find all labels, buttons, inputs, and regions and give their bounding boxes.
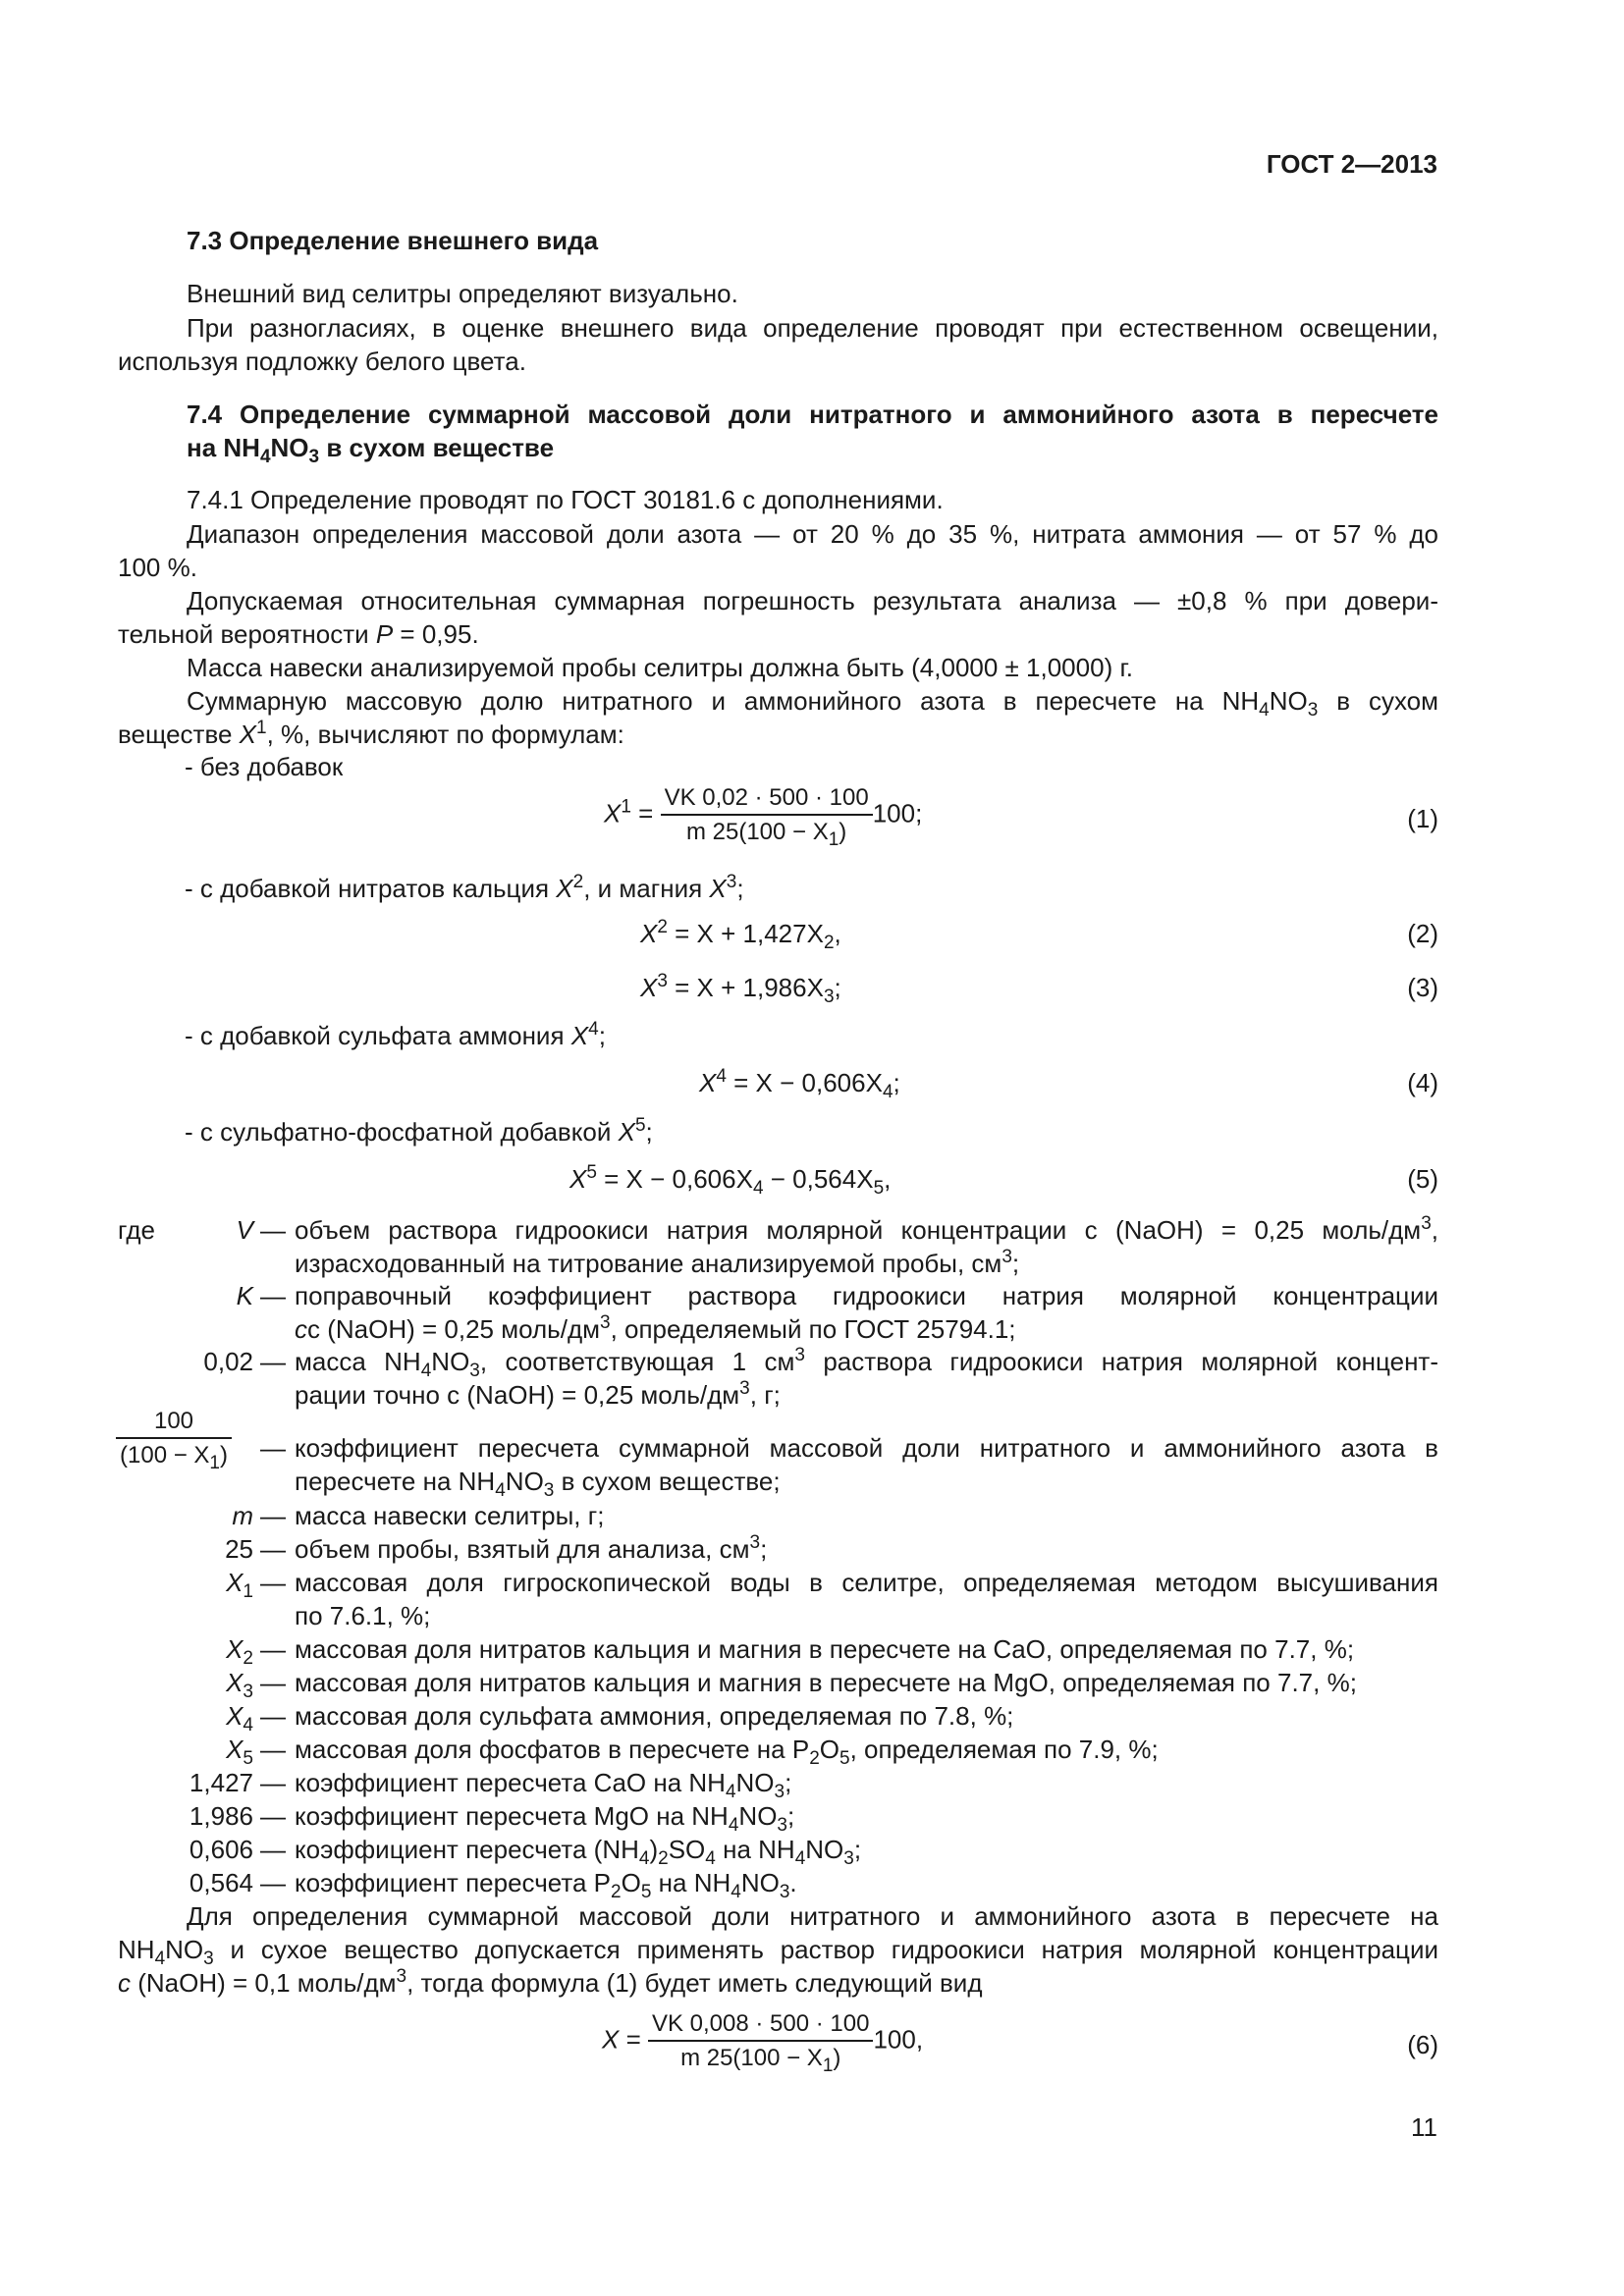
- formula-5: $X^5 = X - 0,606X_4 - 0,564X_5$,: [569, 1162, 892, 1199]
- where-label: где: [118, 1215, 155, 1245]
- paragraph-disagreement-line1: При разногласиях, в оценке внешнего вида определение проводят при естественном освещении,: [187, 313, 1438, 343]
- formula-2-number: (2): [1407, 919, 1438, 948]
- page-number: 11: [1411, 2112, 1437, 2142]
- case-ammonium-sulfate: - с добавкой сульфата аммония $X^4$;: [185, 1019, 606, 1050]
- section-7-4-title-line1: 7.4 Определение суммарной массовой доли нитратного и аммонийного азота в пересчете: [187, 400, 1438, 429]
- formula-3-number: (3): [1407, 973, 1438, 1002]
- section-7-4-title-line2: на $NH_4NO_3$ в сухом веществе: [187, 433, 555, 467]
- formula-4-number: (4): [1407, 1068, 1438, 1097]
- formula-6-number: (6): [1407, 2030, 1438, 2059]
- sample-mass: Масса навески анализируемой пробы селитры должна быть (4,0000 ± 1,0000) г.: [187, 653, 1133, 682]
- formula-2: $X^2 = X + 1,427X_2$,: [640, 917, 841, 953]
- case-no-additives: - без добавок: [185, 752, 344, 781]
- case-calcium-magnesium: - с добавкой нитратов кальция $X^2$, и магния $X^3$;: [185, 872, 744, 903]
- final-line1: Для определения суммарной массовой доли нитратного и аммонийного азота в пересчете на: [187, 1901, 1438, 1931]
- formula-6: X = $\frac{VK 0,008 \cdot 500 \cdot 100}{m 25(100 - X_1)}$ 100,: [602, 2010, 924, 2076]
- formula-1: $X^1$ = $\frac{VK 0,02 \cdot 500 \cdot 100}{m 25(100 - X_1)}$ 100;: [604, 784, 923, 850]
- formula-5-number: (5): [1407, 1164, 1438, 1194]
- formula-4: $X^4 = X - 0,606X_4$;: [699, 1066, 900, 1102]
- formula-1-number: (1): [1407, 804, 1438, 833]
- def-fraction-expression: $\frac{100}{(100 - X_1)}$: [116, 1407, 232, 1470]
- error-line2: тельной вероятности P = 0,95.: [118, 619, 479, 649]
- paragraph-disagreement-line2: используя подложку белого цвета.: [118, 347, 526, 376]
- formula-1-fraction: $\frac{VK 0,02 \cdot 500 \cdot 100}{m 25(100 - X_1)}$: [661, 783, 873, 847]
- error-line1: Допускаемая относительная суммарная погрешность результата анализа — ±0,8 % при довери-: [187, 586, 1438, 615]
- range-line1: Диапазон определения массовой доли азота — от 20 % до 35 %, нитрата аммония — от 57 % до: [187, 519, 1438, 549]
- section-7-3-title: 7.3 Определение внешнего вида: [187, 226, 599, 255]
- formula-3: $X^3 = X + 1,986X_3$;: [640, 971, 841, 1007]
- sum-line2: веществе $X^1$, %, вычисляют по формулам:: [118, 718, 624, 749]
- paragraph-visual: Внешний вид селитры определяют визуально.: [187, 279, 738, 308]
- document-code: ГОСТ 2—2013: [1266, 149, 1437, 179]
- final-line3: c (NaOH) = 0,1 моль/$дм^3$, тогда формула (1) будет иметь следующий вид: [118, 1966, 983, 1998]
- clause-7-4-1: 7.4.1 Определение проводят по ГОСТ 30181.6 с дополнениями.: [187, 485, 944, 514]
- range-line2: 100 %.: [118, 553, 197, 582]
- final-line2: $NH_4NO_3$ и сухое вещество допускается применять раствор гидроокиси натрия молярной концентрации: [118, 1935, 1438, 1969]
- formula-6-fraction: $\frac{VK 0,008 \cdot 500 \cdot 100}{m 25(100 - X_1)}$: [648, 2009, 873, 2073]
- case-sulfate-phosphate: - с сульфатно-фосфатной добавкой $X^5$;: [185, 1115, 653, 1147]
- sum-line1: Суммарную массовую долю нитратного и аммонийного азота в пересчете на $NH_4NO_3$ в сухом: [187, 686, 1438, 721]
